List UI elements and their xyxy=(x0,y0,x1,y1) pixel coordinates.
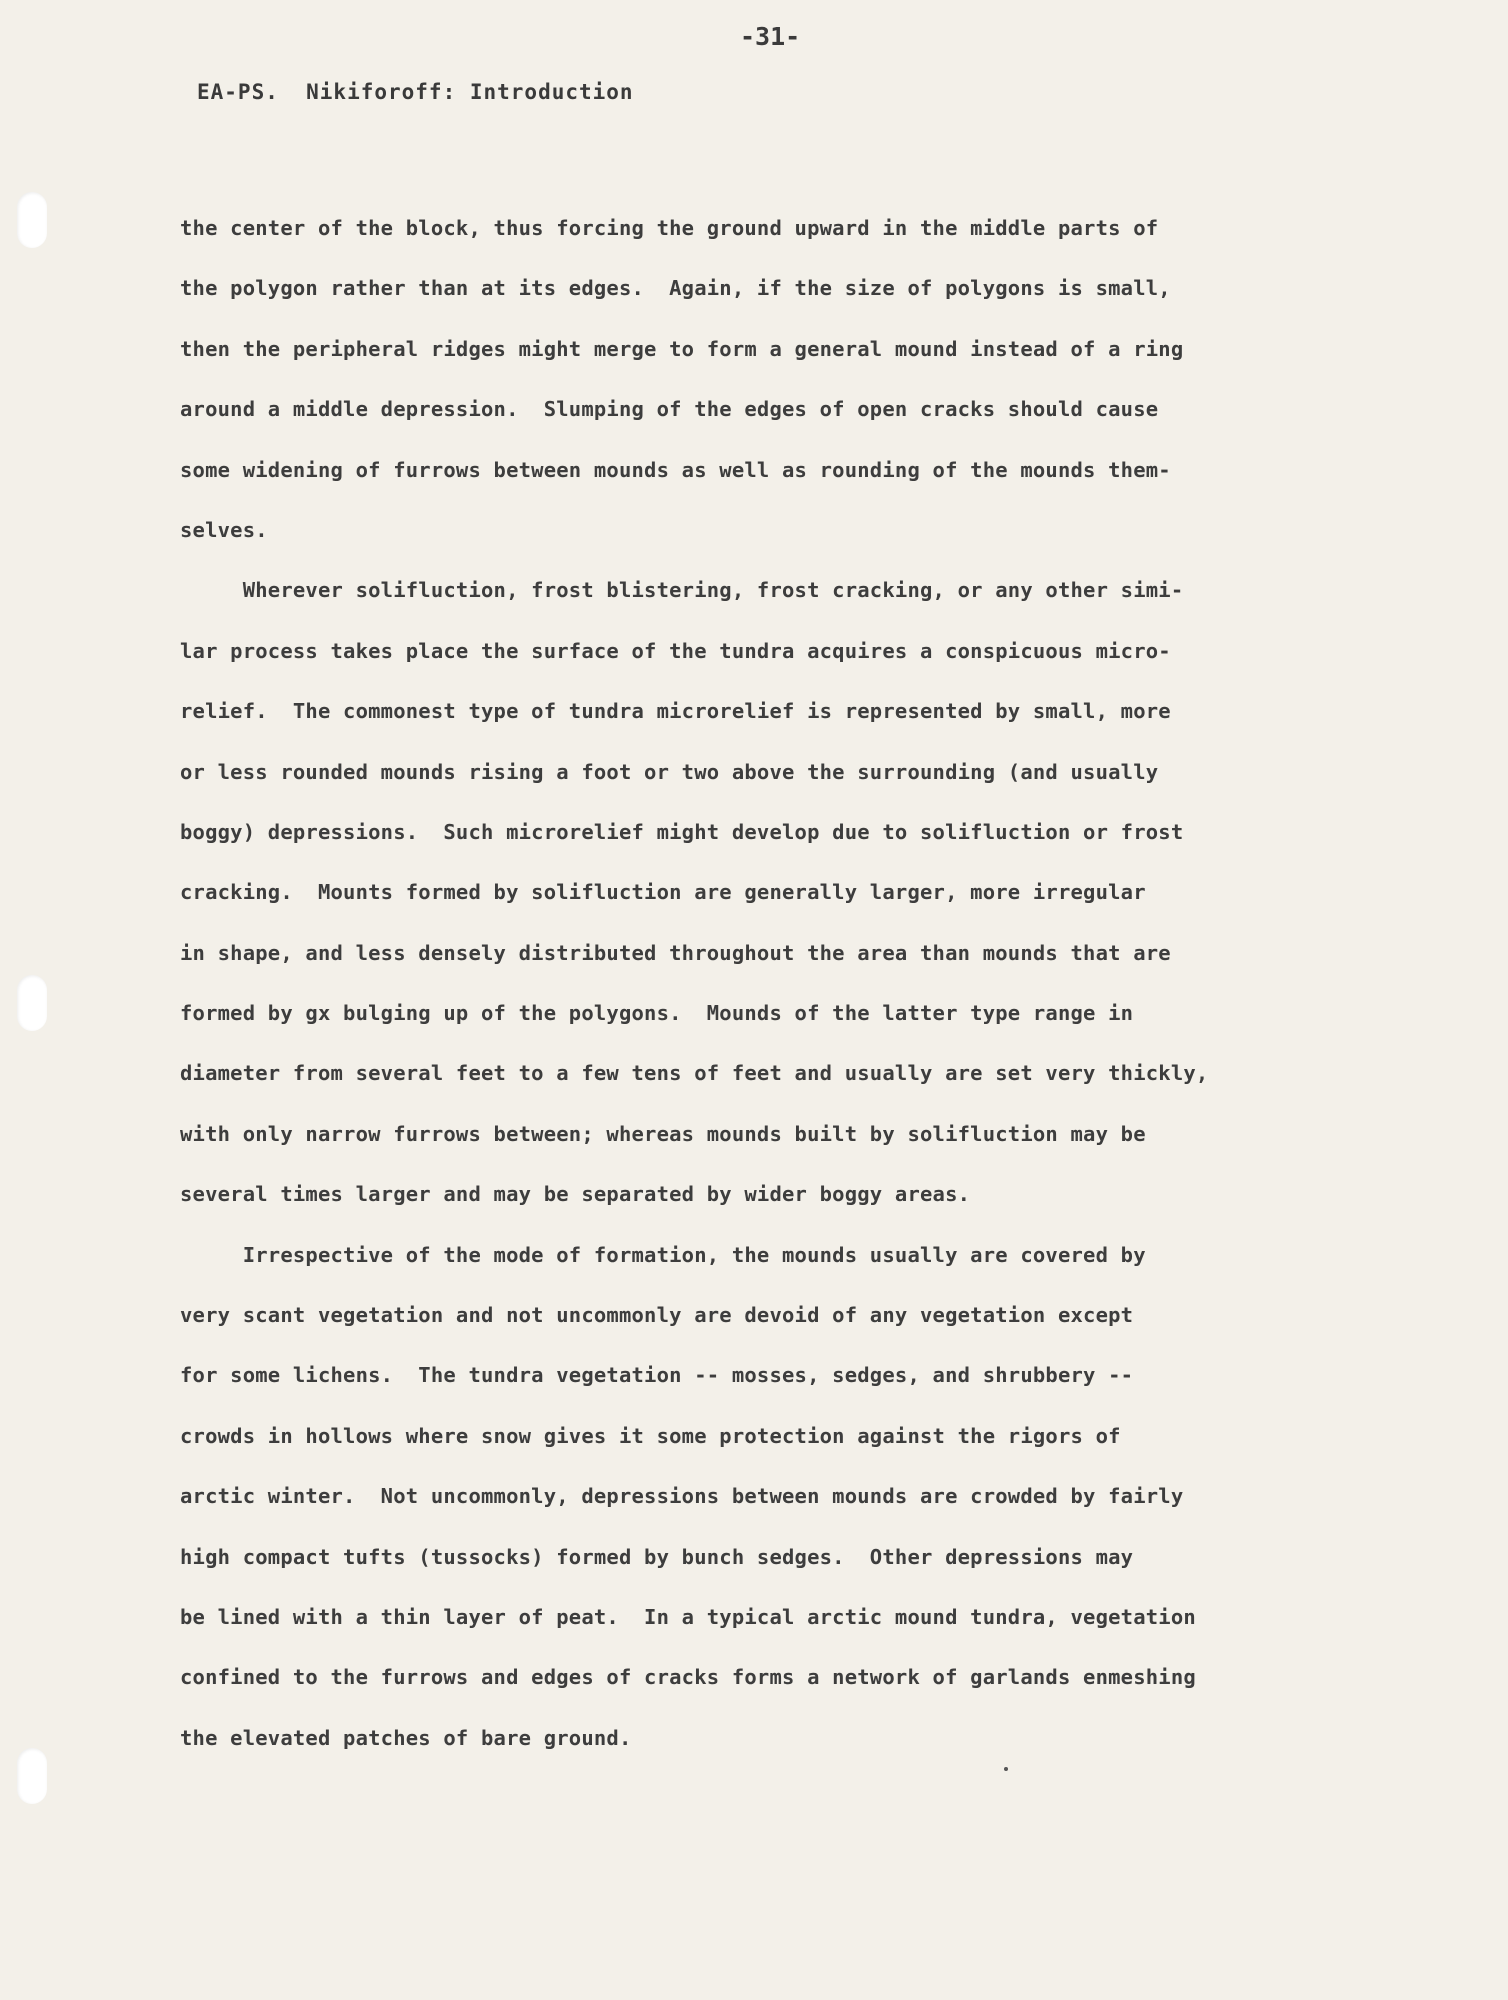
text-line: formed by gx bulging up of the polygons. Mounds of the latter type range in xyxy=(180,1001,1134,1026)
text-line: the polygon rather than at its edges. Again, if the size of polygons is small, xyxy=(180,276,1171,301)
text-line: around a middle depression. Slumping of the edges of open cracks should cause xyxy=(180,397,1159,422)
text-line: the elevated patches of bare ground. xyxy=(180,1725,632,1750)
text-line: cracking. Mounts formed by solifluction are generally larger, more irregular xyxy=(180,880,1146,905)
text-line: relief. The commonest type of tundra microrelief is represented by small, more xyxy=(180,699,1171,724)
text-line: diameter from several feet to a few tens of feet and usually are set very thickly, xyxy=(180,1061,1209,1086)
text-line: some widening of furrows between mounds as well as rounding of the mounds them- xyxy=(180,457,1171,482)
text-line: with only narrow furrows between; whereas mounds built by solifluction may be xyxy=(180,1121,1146,1146)
text-line: then the peripheral ridges might merge to form a general mound instead of a ring xyxy=(180,336,1184,361)
text-line: several times larger and may be separated by wider boggy areas. xyxy=(180,1182,971,1207)
text-line: boggy) depressions. Such microrelief might develop due to solifluction or frost xyxy=(180,819,1184,844)
running-header: EA-PS. Nikiforoff: Introduction xyxy=(197,80,634,104)
text-line: Wherever solifluction, frost blistering, frost cracking, or any other simi- xyxy=(180,578,1184,603)
punch-hole-top xyxy=(17,192,47,248)
text-line: be lined with a thin layer of peat. In a typical arctic mound tundra, vegetation xyxy=(180,1604,1196,1629)
body-text xyxy=(180,198,1440,1768)
text-line: or less rounded mounds rising a foot or two above the surrounding (and usually xyxy=(180,759,1159,784)
text-line: arctic winter. Not uncommonly, depressions between mounds are crowded by fairly xyxy=(180,1484,1184,1509)
text-line: confined to the furrows and edges of cracks forms a network of garlands enmeshing xyxy=(180,1665,1196,1690)
text-line: crowds in hollows where snow gives it some protection against the rigors of xyxy=(180,1423,1121,1448)
text-line: lar process takes place the surface of the tundra acquires a conspicuous micro- xyxy=(180,638,1171,663)
text-line: high compact tufts (tussocks) formed by bunch sedges. Other depressions may xyxy=(180,1544,1134,1569)
page-number: -31- xyxy=(740,22,801,51)
text-line: selves. xyxy=(180,517,268,542)
text-line: in shape, and less densely distributed throughout the area than mounds that are xyxy=(180,940,1171,965)
punch-hole-middle xyxy=(17,975,47,1031)
ink-speck xyxy=(1004,1767,1008,1771)
text-line: very scant vegetation and not uncommonly are devoid of any vegetation except xyxy=(180,1303,1134,1328)
text-line: Irrespective of the mode of formation, the mounds usually are covered by xyxy=(180,1242,1146,1267)
text-line: the center of the block, thus forcing the ground upward in the middle parts of xyxy=(180,216,1159,240)
text-line: for some lichens. The tundra vegetation -- mosses, sedges, and shrubbery -- xyxy=(180,1363,1134,1388)
punch-hole-bottom xyxy=(17,1748,47,1804)
